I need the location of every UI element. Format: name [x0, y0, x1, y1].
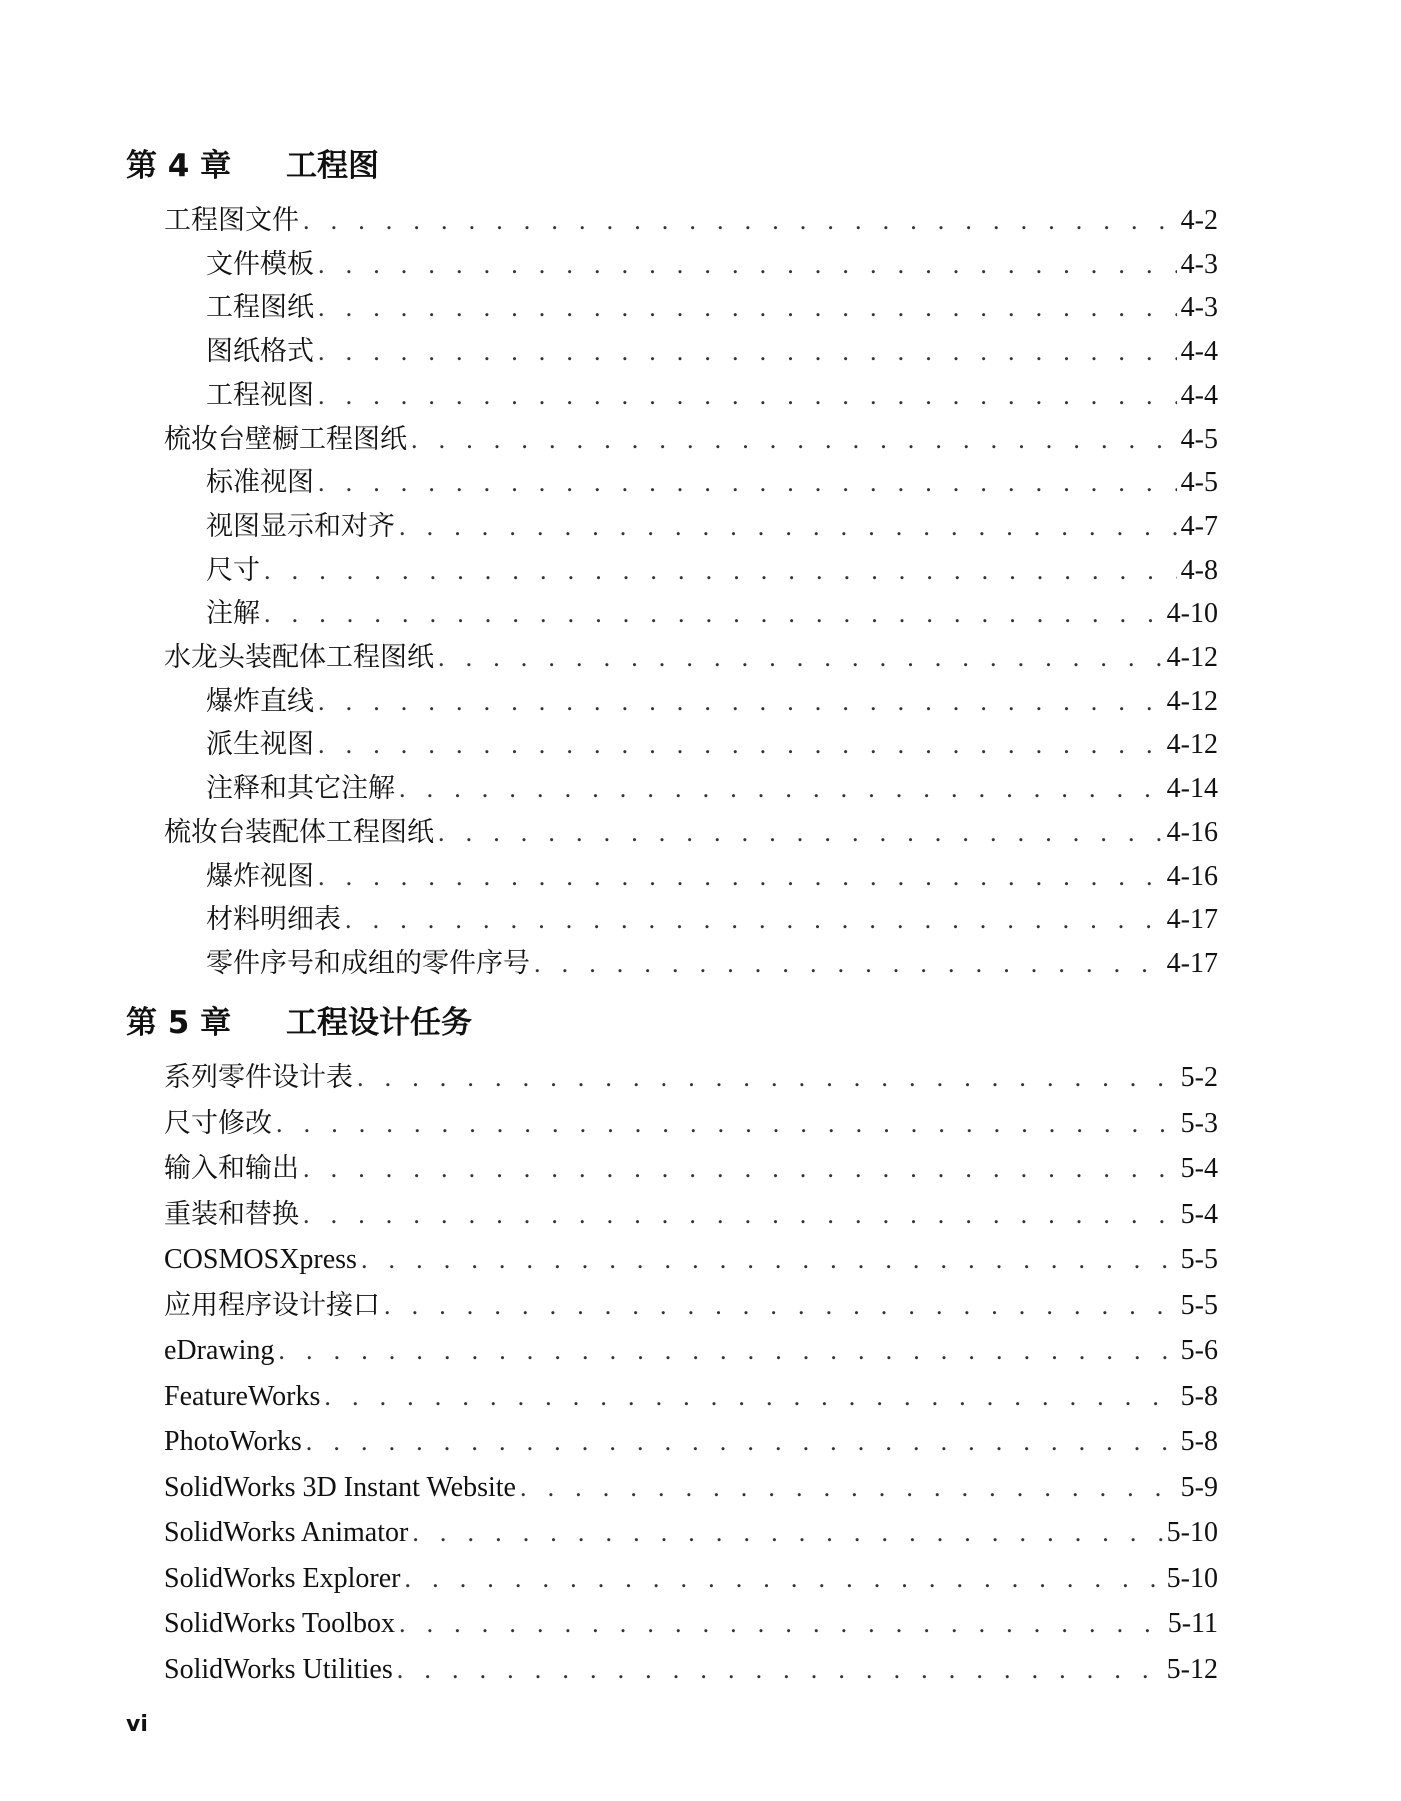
toc-entry[interactable]: [164, 1147, 1218, 1187]
toc-subentry[interactable]: [206, 243, 1218, 283]
chapter-heading: [126, 146, 379, 186]
toc-entry-title: SolidWorks 3D Instant Website: [164, 1471, 516, 1503]
toc-page-number: 5-4: [1180, 1198, 1218, 1230]
toc-page-number: 5-3: [1180, 1107, 1218, 1139]
toc-entry[interactable]: [164, 199, 1218, 239]
dot-leader: [276, 1106, 1177, 1142]
chapter-number: 第 4 章: [126, 148, 232, 184]
toc-entry-title: 尺寸修改: [164, 1107, 272, 1139]
dot-leader: [318, 290, 1177, 326]
dot-leader: [357, 1060, 1177, 1096]
toc-page-number: 5-8: [1180, 1426, 1218, 1457]
toc-entry-title: 派生视图: [206, 729, 314, 761]
toc-entry-title: FeatureWorks: [164, 1380, 321, 1412]
toc-page-number: 4-2: [1180, 205, 1218, 236]
dot-leader: [345, 902, 1163, 938]
toc-subentry[interactable]: [206, 767, 1218, 807]
toc-page-number: 4-8: [1180, 554, 1218, 586]
dot-leader: [306, 1424, 1177, 1460]
toc-page-number: 5-12: [1166, 1653, 1218, 1685]
toc-page-number: 5-11: [1167, 1608, 1218, 1639]
toc-page-number: 4-10: [1166, 598, 1218, 630]
toc-entry-title: 系列零件设计表: [164, 1062, 353, 1093]
toc-subentry[interactable]: [206, 286, 1218, 326]
toc-entry-title: 爆炸视图: [206, 860, 314, 892]
dot-leader: [303, 203, 1177, 239]
toc-page-number: 4-12: [1166, 729, 1218, 761]
toc-page-number: 4-4: [1180, 336, 1218, 368]
toc-subentry[interactable]: [206, 592, 1218, 632]
chapter-number: 第 5 章: [126, 1005, 232, 1041]
toc-page-number: 4-4: [1180, 379, 1218, 411]
toc-entry-title: SolidWorks Utilities: [164, 1653, 393, 1685]
toc-entry-title: PhotoWorks: [164, 1426, 302, 1457]
toc-page-number: 4-17: [1166, 947, 1218, 979]
toc-subentry[interactable]: [206, 855, 1218, 895]
toc-page-number: 5-9: [1180, 1471, 1218, 1503]
dot-leader: [399, 509, 1177, 545]
dot-leader: [318, 727, 1163, 763]
toc-entry[interactable]: [164, 1056, 1218, 1096]
dot-leader: [318, 334, 1177, 370]
toc-entry-title: 水龙头装配体工程图纸: [164, 642, 434, 673]
chapter-heading: [126, 1003, 472, 1043]
page-number: vi: [126, 1712, 148, 1737]
dot-leader: [520, 1470, 1177, 1506]
toc-subentry[interactable]: [206, 898, 1218, 938]
toc-page-number: 4-5: [1180, 467, 1218, 499]
toc-entry-title: 应用程序设计接口: [164, 1289, 380, 1321]
dot-leader: [397, 1652, 1163, 1688]
dot-leader: [303, 1197, 1177, 1233]
toc-page-number: 5-5: [1180, 1289, 1218, 1321]
toc-entry-title: 梳妆台装配体工程图纸: [164, 816, 434, 848]
toc-entry-title: 工程视图: [206, 379, 314, 411]
dot-leader: [534, 946, 1163, 982]
toc-page-number: 4-17: [1166, 904, 1218, 936]
toc-page-number: 4-14: [1166, 773, 1218, 805]
dot-leader: [399, 771, 1163, 807]
toc-page-number: 4-12: [1166, 685, 1218, 717]
toc-entry-title: 图纸格式: [206, 336, 314, 368]
toc-entry[interactable]: [164, 1375, 1218, 1415]
toc-entry[interactable]: [164, 1557, 1218, 1597]
toc-entry[interactable]: [164, 1602, 1218, 1642]
dot-leader: [399, 1606, 1164, 1642]
toc-page-number: 5-10: [1166, 1517, 1218, 1548]
dot-leader: [405, 1561, 1163, 1597]
toc-entry[interactable]: [164, 1329, 1218, 1369]
dot-leader: [264, 553, 1177, 589]
dot-leader: [303, 1151, 1177, 1187]
toc-subentry[interactable]: [206, 330, 1218, 370]
dot-leader: [411, 422, 1177, 458]
toc-page-number: 5-6: [1180, 1335, 1218, 1366]
toc-page-number: 4-16: [1166, 816, 1218, 848]
toc-subentry[interactable]: [206, 680, 1218, 720]
toc-entry-title: 文件模板: [206, 248, 314, 280]
dot-leader: [318, 247, 1177, 283]
toc-entry-title: 零件序号和成组的零件序号: [206, 947, 530, 979]
toc-entry-title: 标准视图: [206, 467, 314, 499]
toc-entry[interactable]: [164, 1466, 1218, 1506]
toc-entry[interactable]: [164, 636, 1218, 676]
toc-entry-title: 视图显示和对齐: [206, 510, 395, 542]
chapter-title: 工程图: [286, 148, 379, 184]
dot-leader: [438, 815, 1163, 851]
toc-entry-title: 注释和其它注解: [206, 773, 395, 805]
toc-page-number: 4-12: [1166, 642, 1218, 673]
toc-page-number: 4-3: [1180, 292, 1218, 324]
toc-entry-title: 注解: [206, 598, 260, 630]
toc-entry-title: 尺寸: [206, 554, 260, 586]
toc-subentry[interactable]: [206, 723, 1218, 763]
dot-leader: [318, 465, 1177, 501]
toc-subentry[interactable]: [206, 549, 1218, 589]
dot-leader: [361, 1242, 1177, 1278]
toc-entry[interactable]: [164, 811, 1218, 851]
toc-entry-title: SolidWorks Explorer: [164, 1562, 401, 1594]
toc-subentry[interactable]: [206, 461, 1218, 501]
dot-leader: [264, 596, 1163, 632]
toc-entry-title: 材料明细表: [206, 904, 341, 936]
toc-entry[interactable]: [164, 1420, 1218, 1460]
toc-subentry[interactable]: [206, 942, 1218, 982]
toc-page-number: 5-4: [1180, 1153, 1218, 1184]
toc-page-number: 5-5: [1180, 1244, 1218, 1275]
toc-entry[interactable]: [164, 1284, 1218, 1324]
dot-leader: [318, 378, 1177, 414]
toc-subentry[interactable]: [206, 374, 1218, 414]
toc-entry[interactable]: [164, 1511, 1218, 1551]
dot-leader: [318, 859, 1163, 895]
toc-page-number: 4-3: [1180, 248, 1218, 280]
toc-entry-title: 爆炸直线: [206, 685, 314, 717]
toc-entry[interactable]: [164, 418, 1218, 458]
toc-entry[interactable]: [164, 1648, 1218, 1688]
toc-entry-title: SolidWorks Animator: [164, 1517, 409, 1548]
dot-leader: [324, 1379, 1176, 1415]
dot-leader: [438, 640, 1163, 676]
dot-leader: [412, 1515, 1162, 1551]
toc-entry-title: SolidWorks Toolbox: [164, 1608, 395, 1639]
toc-page-number: 4-16: [1166, 860, 1218, 892]
toc-entry[interactable]: [164, 1102, 1218, 1142]
toc-entry-title: 重装和替换: [164, 1198, 299, 1230]
toc-subentry[interactable]: [206, 505, 1218, 545]
toc-entry-title: 梳妆台壁橱工程图纸: [164, 423, 407, 455]
chapter-title: 工程设计任务: [286, 1005, 472, 1041]
toc-page-number: 4-7: [1180, 510, 1218, 542]
toc-page-number: 4-5: [1180, 423, 1218, 455]
toc-page-number: 5-8: [1180, 1380, 1218, 1412]
toc-entry-title: 工程图纸: [206, 292, 314, 324]
toc-entry-title: COSMOSXpress: [164, 1244, 357, 1275]
dot-leader: [278, 1333, 1176, 1369]
toc-entry-title: 输入和输出: [164, 1153, 299, 1184]
toc-entry[interactable]: [164, 1193, 1218, 1233]
toc-entry[interactable]: [164, 1238, 1218, 1278]
dot-leader: [384, 1288, 1177, 1324]
toc-entry-title: 工程图文件: [164, 205, 299, 236]
toc-entry-title: eDrawing: [164, 1335, 275, 1366]
toc-page-number: 5-2: [1180, 1062, 1218, 1093]
dot-leader: [318, 684, 1163, 720]
toc-page-number: 5-10: [1166, 1562, 1218, 1594]
